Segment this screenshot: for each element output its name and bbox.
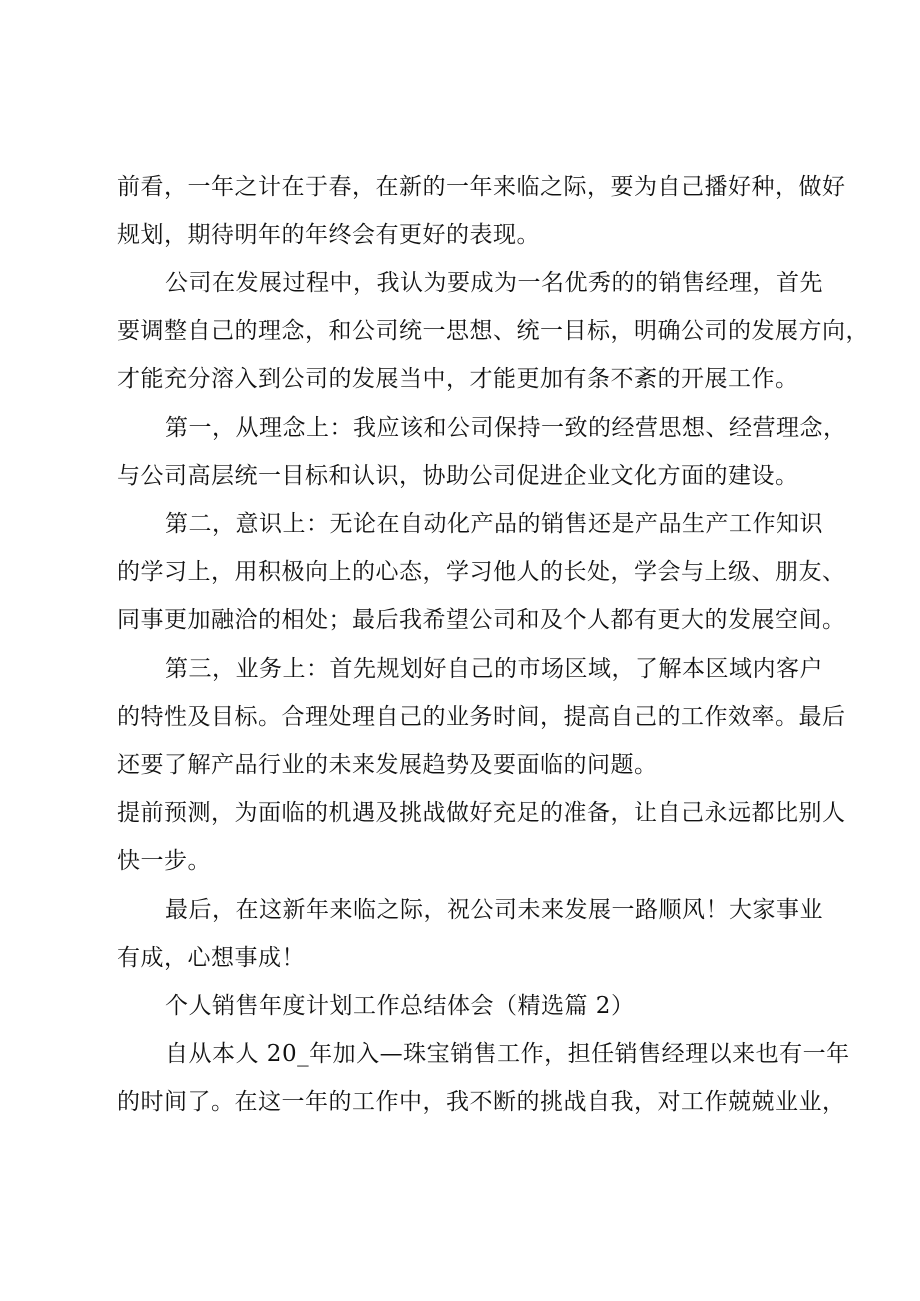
text-line: 与公司高层统一目标和认识，协助公司促进企业文化方面的建设。: [117, 463, 799, 489]
text-line: 规划，期待明年的年终会有更好的表现。: [117, 222, 540, 248]
text-line: 有成，心想事成！: [117, 945, 305, 971]
text-line: 才能充分溶入到公司的发展当中，才能更加有条不紊的开展工作。: [117, 366, 799, 392]
text-line: 同事更加融洽的相处；最后我希望公司和及个人都有更大的发展空间。: [117, 607, 846, 633]
text-line: 提前预测，为面临的机遇及挑战做好充足的准备，让自己永远都比别人: [117, 800, 846, 826]
text-line: 还要了解产品行业的未来发展趋势及要面临的问题。: [117, 752, 658, 778]
text-line: 第一，从理念上：我应该和公司保持一致的经营思想、经营理念，: [165, 415, 847, 441]
text-line: 的特性及目标。合理处理自己的业务时间，提高自己的工作效率。最后: [117, 704, 846, 730]
text-line: 要调整自己的理念，和公司统一思想、统一目标，明确公司的发展方向，: [117, 318, 869, 344]
text-line: 前看，一年之计在于春，在新的一年来临之际，要为自己播好种，做好: [117, 174, 846, 200]
text-line: 的时间了。在这一年的工作中，我不断的挑战自我，对工作兢兢业业，: [117, 1089, 846, 1115]
text-line: 自从本人 20_年加入—珠宝销售工作，担任销售经理以来也有一年: [165, 1041, 850, 1067]
text-line: 第二，意识上：无论在自动化产品的销售还是产品生产工作知识: [165, 511, 823, 537]
text-line: 快一步。: [117, 848, 211, 874]
text-line: 公司在发展过程中，我认为要成为一名优秀的的销售经理，首先: [165, 270, 823, 296]
text-line: 的学习上，用积极向上的心态，学习他人的长处，学会与上级、朋友、: [117, 559, 846, 585]
text-line: 第三，业务上：首先规划好自己的市场区域，了解本区域内客户: [165, 656, 823, 682]
text-line: 最后，在这新年来临之际，祝公司未来发展一路顺风！大家事业: [165, 897, 823, 923]
section-heading: 个人销售年度计划工作总结体会（精选篇 2）: [165, 993, 635, 1019]
